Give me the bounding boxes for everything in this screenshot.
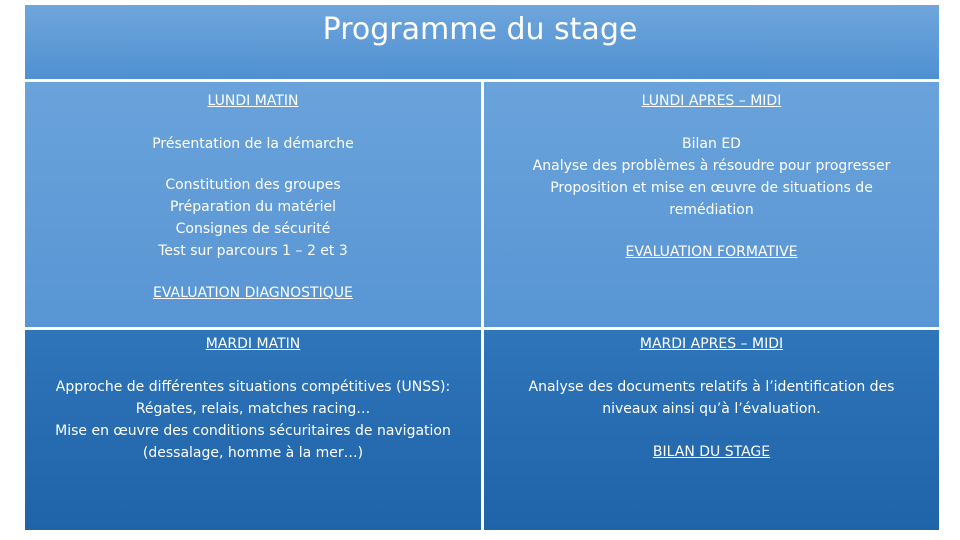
cell-mardi-apres-midi [484,330,939,530]
mardi-apres-midi-line: niveaux ainsi qu’à l’évaluation. [602,401,821,417]
mardi-matin-list [25,376,481,464]
lundi-apres-midi-eval: EVALUATION FORMATIVE [625,244,798,260]
lundi-matin-heading: LUNDI MATIN [207,93,299,109]
mardi-matin-line: (dessalage, homme à la mer…) [142,445,364,461]
cell-mardi-matin [25,330,481,530]
cell-lundi-matin [25,82,481,327]
lundi-apres-midi-heading: LUNDI APRES – MIDI [641,93,782,109]
lundi-apres-midi-line: Proposition et mise en œuvre de situations de [550,180,873,196]
lundi-apres-midi-line: remédiation [669,202,754,218]
mardi-matin-line: Régates, relais, matches racing… [135,401,371,417]
lundi-apres-midi-line: Analyse des problèmes à résoudre pour progresser [532,158,891,174]
page-title: Programme du stage [322,12,638,47]
mardi-apres-midi-line: Analyse des documents relatifs à l’identification des [528,379,895,395]
cell-lundi-apres-midi [484,82,939,327]
mardi-apres-midi-heading: MARDI APRES – MIDI [639,336,784,352]
lundi-matin-line: Consignes de sécurité [175,221,331,237]
lundi-matin-list [25,174,481,262]
lundi-apres-midi-list [484,133,939,221]
lundi-matin-eval: EVALUATION DIAGNOSTIQUE [153,285,353,301]
mardi-matin-line: Mise en œuvre des conditions sécuritaires de navigation [55,423,451,439]
lundi-apres-midi-line: Bilan ED [682,136,741,152]
mardi-apres-midi-list [484,376,939,420]
lundi-matin-line: Constitution des groupes [165,177,341,193]
mardi-apres-midi-bilan: BILAN DU STAGE [652,444,771,460]
mardi-matin-heading: MARDI MATIN [205,336,301,352]
lundi-matin-line: Test sur parcours 1 – 2 et 3 [158,243,348,259]
lundi-matin-line: Préparation du matériel [169,199,336,215]
programme-table [25,82,939,530]
mardi-matin-line: Approche de différentes situations compétitives (UNSS): [55,379,451,395]
lundi-matin-line1: Présentation de la démarche [152,136,354,152]
